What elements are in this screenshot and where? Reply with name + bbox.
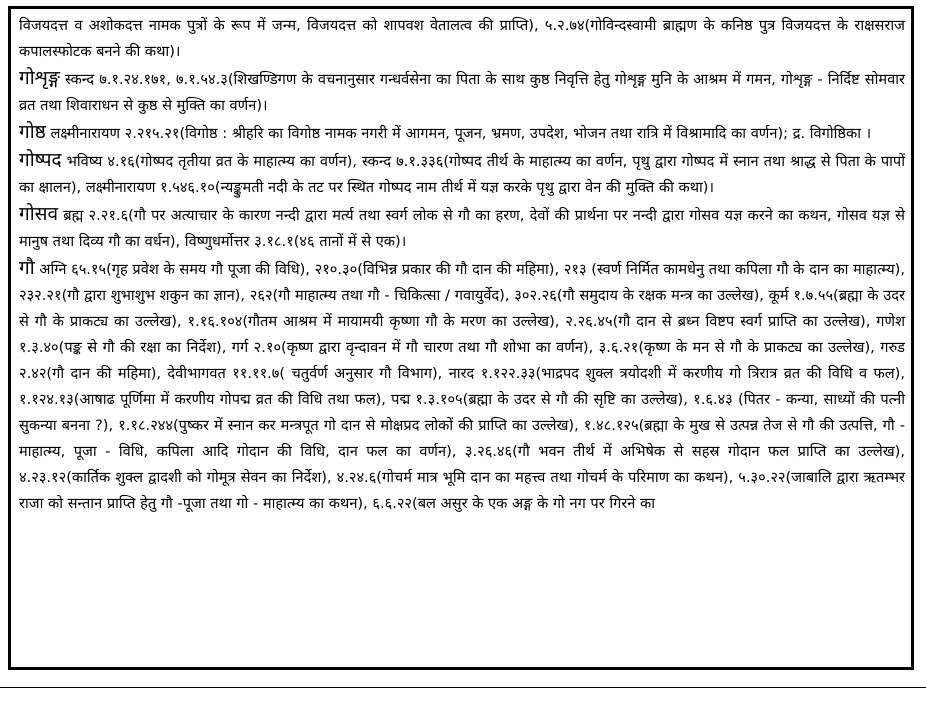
entry-text: भविष्य ४.१६(गोष्पद तृतीया व्रत के माहात्म्य का वर्णन), स्कन्द ७.१.३३६(गोष्पद तीर्थ के माहात्म्य का वर्णन, पृथु द्वारा गोष्पद में स्नान तथा श्राद्ध से पिता के पापों का क्षालन), लक्ष्मीनारायण १.५४६.१०(न्यङ्कुमती नदी के तट पर स्थित गोष्पद नाम तीर्थ में यज्ञ करके पृथु द्वारा वेन की मुक्ति की कथा)। bbox=[19, 153, 905, 196]
entry-headword: गोष्ठ bbox=[19, 121, 46, 143]
entry-goshtha bbox=[19, 119, 905, 147]
entry-text: अग्नि ६५.१५(गृह प्रवेश के समय गौ पूजा की विधि), २१०.३०(विभिन्न प्रकार की गौ दान की महिमा), २१३ (स्वर्ण निर्मित कामधेनु तथा कपिला गौ के दान का माहात्म्य), २३२.२१(गौ द्वारा शुभाशुभ शकुन का ज्ञान), २६२(गौ माहात्म्य तथा गौ - चिकित्सा / गवायुर्वेद), ३०२.२६(गौ समुदाय के रक्षक मन्त्र का उल्लेख), कूर्म १.७.५५(ब्रह्मा के उदर से गौ के प्राकट्य का उल्लेख), १.१६.१०४(गौतम आश्रम में मायामयी कृष्णा गौ के मरण का उल्लेख), २.२६.४५(गौ दान से ब्रध्न विष्टप स्वर्ग प्राप्ति का उल्लेख), गणेश १.३.४०(पङ्क से गौ की रक्षा का निर्देश), गर्ग २.१०(कृष्ण द्वारा वृन्दावन में गौ चारण तथा गौ शोभा का वर्णन), ३.६.२१(कृष्ण के मन से गौ के प्राकट्य का उल्लेख), गरुड २.४२(गौ दान की महिमा), देवीभागवत ११.११.७( चतुर्वर्ण अनुसार गौ विभाग), नारद १.१२२.३३(भाद्रपद शुक्ल त्रयोदशी में करणीय गो त्रिरात्र व्रत की विधि व फल), १.१२४.१३(आषाढ पूर्णिमा में करणीय गोपद्म व्रत की विधि तथा फल), पद्म १.३.१०५(ब्रह्मा के उदर से गौ की सृष्टि का उल्लेख), १.६.४३ (पितर - कन्या, साध्यों की पत्नी सुकन्या बनना ?), १.१८.२४४(पुष्कर में स्नान कर मन्त्रपूत गो दान से मोक्षप्रद लोकों की प्राप्ति का उल्लेख), १.४८.१२५(ब्रह्मा के मुख से उत्पन्न तेज से गौ की उत्पत्ति, गौ - माहात्म्य, पूजा - विधि, कपिला आदि गोदान की विधि, दान फल का वर्णन), ३.२६.४६(गौ भवन तीर्थ में अभिषेक से सहस्र गोदान फल प्राप्ति का उल्लेख), ४.२३.१२(कार्तिक शुक्ल द्वादशी को गोमूत्र सेवन का निर्देश), ४.२४.६(गोचर्म मात्र भूमि दान का महत्त्व तथा गोचर्म के परिमाण का कथन), ५.३०.२२(जाबालि द्वारा ऋतम्भर राजा को सन्तान प्राप्ति हेतु गौ -पूजा तथा गो - माहात्म्य का कथन), ६.६.२२(बल असुर के एक अङ्ग के गो नग पर गिरने का bbox=[19, 261, 905, 512]
entry-text: स्कन्द ७.१.२४.१७१, ७.१.५४.३(शिखण्डिगण के वचनानुसार गन्धर्वसेना का पिता के साथ कुष्ठ निवृत्ति हेतु गोशृङ्ग मुनि के आश्रम में गमन, गोशृङ्ग - निर्दिष्ट सोमवार व्रत तथा शिवाराधन से कुष्ठ से मुक्ति का वर्णन)। bbox=[19, 71, 905, 114]
entry-headword: गोशृङ्ग bbox=[19, 67, 60, 89]
entry-headword: गौ bbox=[19, 257, 35, 279]
entry-headword: गोसव bbox=[19, 203, 59, 225]
entry-goshringa bbox=[19, 65, 905, 119]
entry-text: विजयदत्त व अशोकदत्त नामक पुत्रों के रूप में जन्म, विजयदत्त को शापवश वेतालत्व की प्राप्ति), ५.२.७४(गोविन्दस्वामी ब्राह्मण के कनिष्ठ पुत्र विजयदत्त के राक्षसराज कपालस्फोटक बनने की कथा)। bbox=[19, 17, 905, 60]
entry-goshpada bbox=[19, 147, 905, 201]
entry-text: लक्ष्मीनारायण २.२१५.२१(विगोष्ठ : श्रीहरि का विगोष्ठ नामक नगरी में आगमन, पूजन, भ्रमण, उपदेश, भोजन तथा रात्रि में विश्रामादि का वर्णन); द्र. विगोष्ठिका । bbox=[45, 125, 872, 142]
entry-text: ब्रह्म २.२१.६(गौ पर अत्याचार के कारण नन्दी द्वारा मर्त्य तथा स्वर्ग लोक से गौ का हरण, देवों की प्रार्थना पर नन्दी द्वारा गोसव यज्ञ करने का कथन, गोसव यज्ञ से मानुष तथा दिव्य गौ का वर्धन), विष्णुधर्मोत्तर ३.१८.१(४६ तानों में से एक)। bbox=[19, 207, 905, 250]
dictionary-page bbox=[8, 6, 914, 670]
bottom-rule bbox=[0, 687, 926, 688]
entry-gau bbox=[19, 255, 905, 517]
entry-headword: गोष्पद bbox=[19, 149, 62, 171]
entry-continuation bbox=[19, 11, 905, 65]
entry-gosava bbox=[19, 201, 905, 255]
